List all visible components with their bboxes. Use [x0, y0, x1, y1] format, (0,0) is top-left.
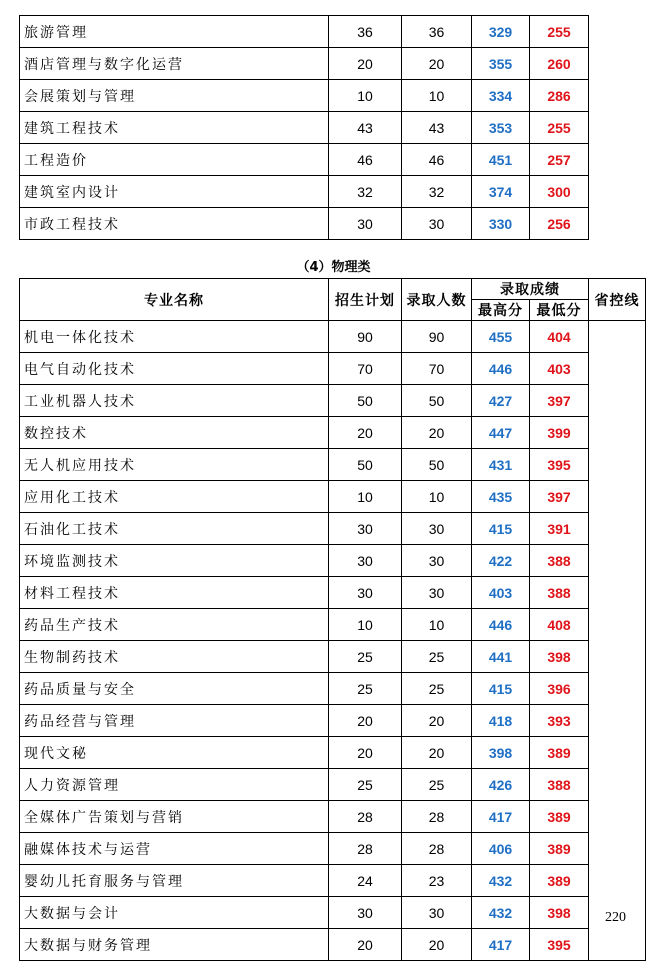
- min-score-cell: 398: [530, 897, 589, 929]
- min-score-cell: 395: [530, 449, 589, 481]
- table-row: [20, 176, 589, 208]
- min-score-cell: 256: [530, 208, 589, 240]
- plan-cell: 20: [329, 929, 402, 961]
- max-score-cell: 406: [472, 833, 530, 865]
- plan-cell: 70: [329, 353, 402, 385]
- table-row: [20, 897, 646, 929]
- header-provincial: 省控线: [589, 279, 646, 321]
- min-score-cell: 398: [530, 641, 589, 673]
- plan-cell: 30: [329, 208, 402, 240]
- table-row: [20, 769, 646, 801]
- max-score-cell: 353: [472, 112, 530, 144]
- min-score-cell: 389: [530, 737, 589, 769]
- min-score-cell: 260: [530, 48, 589, 80]
- plan-cell: 25: [329, 769, 402, 801]
- major-cell: 婴幼儿托育服务与管理: [20, 865, 329, 897]
- admitted-cell: 43: [402, 112, 472, 144]
- max-score-cell: 398: [472, 737, 530, 769]
- plan-cell: 32: [329, 176, 402, 208]
- admitted-cell: 20: [402, 48, 472, 80]
- major-cell: 机电一体化技术: [20, 321, 329, 353]
- header-scores: 录取成绩: [472, 279, 589, 300]
- table-row: [20, 208, 589, 240]
- major-cell: 会展策划与管理: [20, 80, 329, 112]
- major-cell: 人力资源管理: [20, 769, 329, 801]
- table-row: [20, 801, 646, 833]
- min-score-cell: 388: [530, 769, 589, 801]
- plan-cell: 50: [329, 385, 402, 417]
- major-cell: 市政工程技术: [20, 208, 329, 240]
- admitted-cell: 10: [402, 481, 472, 513]
- table-row: [20, 673, 646, 705]
- min-score-cell: 300: [530, 176, 589, 208]
- admitted-cell: 30: [402, 897, 472, 929]
- table-row: [20, 705, 646, 737]
- major-cell: 应用化工技术: [20, 481, 329, 513]
- admitted-cell: 25: [402, 641, 472, 673]
- min-score-cell: 391: [530, 513, 589, 545]
- plan-cell: 46: [329, 144, 402, 176]
- section-title: （4）物理类: [296, 260, 371, 275]
- min-score-cell: 393: [530, 705, 589, 737]
- table-row: [20, 385, 646, 417]
- admitted-cell: 50: [402, 449, 472, 481]
- min-score-cell: 255: [530, 16, 589, 48]
- admitted-cell: 23: [402, 865, 472, 897]
- max-score-cell: 418: [472, 705, 530, 737]
- plan-cell: 30: [329, 513, 402, 545]
- major-cell: 药品经营与管理: [20, 705, 329, 737]
- score-table-previous-body: [20, 16, 589, 240]
- max-score-cell: 432: [472, 897, 530, 929]
- admitted-cell: 25: [402, 769, 472, 801]
- plan-cell: 24: [329, 865, 402, 897]
- admitted-cell: 30: [402, 513, 472, 545]
- table-row: [20, 929, 646, 961]
- max-score-cell: 374: [472, 176, 530, 208]
- header-max: 最高分: [472, 300, 530, 321]
- min-score-cell: 397: [530, 481, 589, 513]
- table-row: [20, 545, 646, 577]
- table-row: [20, 513, 646, 545]
- admitted-cell: 20: [402, 929, 472, 961]
- max-score-cell: 427: [472, 385, 530, 417]
- major-cell: 电气自动化技术: [20, 353, 329, 385]
- table-row: [20, 449, 646, 481]
- plan-cell: 20: [329, 705, 402, 737]
- admitted-cell: 28: [402, 801, 472, 833]
- max-score-cell: 431: [472, 449, 530, 481]
- major-cell: 现代文秘: [20, 737, 329, 769]
- table-row: [20, 353, 646, 385]
- major-cell: 药品质量与安全: [20, 673, 329, 705]
- min-score-cell: 389: [530, 801, 589, 833]
- min-score-cell: 395: [530, 929, 589, 961]
- plan-cell: 20: [329, 48, 402, 80]
- max-score-cell: 417: [472, 929, 530, 961]
- major-cell: 全媒体广告策划与营销: [20, 801, 329, 833]
- min-score-cell: 388: [530, 577, 589, 609]
- min-score-cell: 257: [530, 144, 589, 176]
- major-cell: 建筑工程技术: [20, 112, 329, 144]
- max-score-cell: 422: [472, 545, 530, 577]
- max-score-cell: 415: [472, 513, 530, 545]
- max-score-cell: 403: [472, 577, 530, 609]
- table-row: [20, 16, 589, 48]
- max-score-cell: 446: [472, 609, 530, 641]
- plan-cell: 30: [329, 545, 402, 577]
- min-score-cell: 399: [530, 417, 589, 449]
- score-table-physics-body: [20, 279, 646, 961]
- max-score-cell: 415: [472, 673, 530, 705]
- major-cell: 大数据与财务管理: [20, 929, 329, 961]
- plan-cell: 25: [329, 641, 402, 673]
- max-score-cell: 446: [472, 353, 530, 385]
- plan-cell: 30: [329, 577, 402, 609]
- min-score-cell: 389: [530, 865, 589, 897]
- admitted-cell: 10: [402, 609, 472, 641]
- plan-cell: 20: [329, 417, 402, 449]
- admitted-cell: 30: [402, 208, 472, 240]
- admitted-cell: 25: [402, 673, 472, 705]
- table-row: [20, 577, 646, 609]
- header-admitted: 录取人数: [402, 279, 472, 321]
- admitted-cell: 28: [402, 833, 472, 865]
- plan-cell: 50: [329, 449, 402, 481]
- plan-cell: 30: [329, 897, 402, 929]
- table-row: [20, 481, 646, 513]
- table-row: [20, 80, 589, 112]
- major-cell: 工程造价: [20, 144, 329, 176]
- plan-cell: 20: [329, 737, 402, 769]
- table-row: [20, 865, 646, 897]
- table-row: [20, 417, 646, 449]
- min-score-cell: 396: [530, 673, 589, 705]
- max-score-cell: 426: [472, 769, 530, 801]
- admitted-cell: 46: [402, 144, 472, 176]
- plan-cell: 10: [329, 481, 402, 513]
- table-row: [20, 144, 589, 176]
- major-cell: 无人机应用技术: [20, 449, 329, 481]
- admitted-cell: 20: [402, 737, 472, 769]
- major-cell: 环境监测技术: [20, 545, 329, 577]
- min-score-cell: 286: [530, 80, 589, 112]
- admitted-cell: 10: [402, 80, 472, 112]
- admitted-cell: 36: [402, 16, 472, 48]
- provincial-control-value: 220: [605, 910, 626, 925]
- admitted-cell: 70: [402, 353, 472, 385]
- min-score-cell: 389: [530, 833, 589, 865]
- plan-cell: 36: [329, 16, 402, 48]
- max-score-cell: 451: [472, 144, 530, 176]
- max-score-cell: 329: [472, 16, 530, 48]
- table-row: [20, 609, 646, 641]
- admitted-cell: 90: [402, 321, 472, 353]
- header-major: 专业名称: [20, 279, 329, 321]
- max-score-cell: 441: [472, 641, 530, 673]
- major-cell: 工业机器人技术: [20, 385, 329, 417]
- plan-cell: 43: [329, 112, 402, 144]
- admitted-cell: 20: [402, 417, 472, 449]
- max-score-cell: 334: [472, 80, 530, 112]
- major-cell: 数控技术: [20, 417, 329, 449]
- max-score-cell: 435: [472, 481, 530, 513]
- major-cell: 大数据与会计: [20, 897, 329, 929]
- table-row: [20, 112, 589, 144]
- major-cell: 石油化工技术: [20, 513, 329, 545]
- max-score-cell: 432: [472, 865, 530, 897]
- table-row: [20, 48, 589, 80]
- major-cell: 融媒体技术与运营: [20, 833, 329, 865]
- table-row: [20, 833, 646, 865]
- plan-cell: 28: [329, 801, 402, 833]
- table-row: [20, 737, 646, 769]
- admitted-cell: 50: [402, 385, 472, 417]
- max-score-cell: 330: [472, 208, 530, 240]
- header-row: [20, 279, 646, 300]
- major-cell: 建筑室内设计: [20, 176, 329, 208]
- header-min: 最低分: [530, 300, 589, 321]
- max-score-cell: 447: [472, 417, 530, 449]
- major-cell: 酒店管理与数字化运营: [20, 48, 329, 80]
- header-plan: 招生计划: [329, 279, 402, 321]
- major-cell: 生物制药技术: [20, 641, 329, 673]
- plan-cell: 90: [329, 321, 402, 353]
- provincial-cell: [589, 321, 646, 961]
- major-cell: 药品生产技术: [20, 609, 329, 641]
- admitted-cell: 32: [402, 176, 472, 208]
- max-score-cell: 455: [472, 321, 530, 353]
- major-cell: 旅游管理: [20, 16, 329, 48]
- plan-cell: 10: [329, 609, 402, 641]
- admitted-cell: 30: [402, 545, 472, 577]
- major-cell: 材料工程技术: [20, 577, 329, 609]
- min-score-cell: 403: [530, 353, 589, 385]
- admitted-cell: 30: [402, 577, 472, 609]
- admitted-cell: 20: [402, 705, 472, 737]
- score-table-previous: [19, 15, 589, 240]
- plan-cell: 28: [329, 833, 402, 865]
- plan-cell: 25: [329, 673, 402, 705]
- table-row: [20, 321, 646, 353]
- min-score-cell: 388: [530, 545, 589, 577]
- min-score-cell: 397: [530, 385, 589, 417]
- min-score-cell: 404: [530, 321, 589, 353]
- max-score-cell: 355: [472, 48, 530, 80]
- min-score-cell: 408: [530, 609, 589, 641]
- table-row: [20, 641, 646, 673]
- min-score-cell: 255: [530, 112, 589, 144]
- plan-cell: 10: [329, 80, 402, 112]
- max-score-cell: 417: [472, 801, 530, 833]
- score-table-physics: [19, 278, 646, 961]
